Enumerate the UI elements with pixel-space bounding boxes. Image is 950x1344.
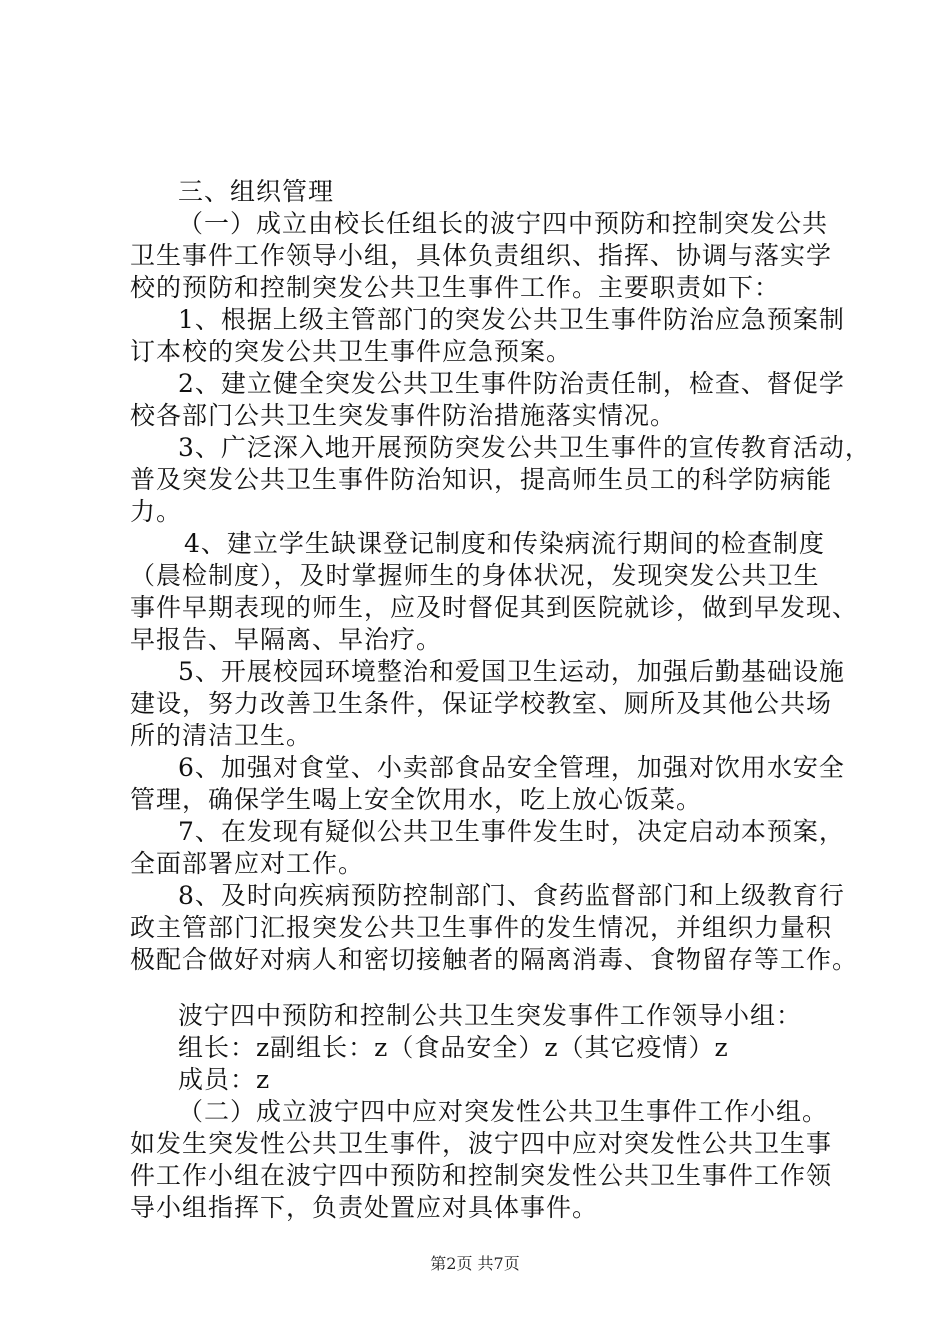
- paragraph-line: 4、建立学生缺课登记制度和传染病流行期间的检查制度: [184, 529, 825, 558]
- paragraph-line: 事件早期表现的师生，应及时督促其到医院就诊，做到早发现、: [130, 593, 859, 622]
- paragraph-line: 普及突发公共卫生事件防治知识，提高师生员工的科学防病能: [130, 465, 833, 494]
- paragraph-line: 5、开展校园环境整治和爱国卫生运动，加强后勤基础设施: [178, 657, 845, 686]
- paragraph-line: 7、在发现有疑似公共卫生事件发生时，决定启动本预案，: [178, 817, 845, 846]
- paragraph-line: 导小组指挥下，负责处置应对具体事件。: [130, 1193, 599, 1222]
- paragraph-line: （晨检制度），及时掌握师生的身体状况，发现突发公共卫生: [130, 561, 820, 590]
- paragraph-line: 组长：z副组长：z（食品安全）z（其它疫情）z: [178, 1033, 729, 1062]
- paragraph-line: 成员：z: [178, 1065, 271, 1094]
- paragraph-line: 政主管部门汇报突发公共卫生事件的发生情况，并组织力量积: [130, 913, 833, 942]
- paragraph-line: （二）成立波宁四中应对突发性公共卫生事件工作小组。: [178, 1097, 829, 1126]
- paragraph-line: 早报告、早隔离、早治疗。: [130, 625, 443, 654]
- paragraph-line: 管理，确保学生喝上安全饮用水，吃上放心饭菜。: [130, 785, 703, 814]
- paragraph-line: 校各部门公共卫生突发事件防治措施落实情况。: [130, 401, 677, 430]
- paragraph-line: 8、及时向疾病预防控制部门、食药监督部门和上级教育行: [178, 881, 845, 910]
- paragraph-line: 力。: [130, 497, 183, 526]
- paragraph-line: 校的预防和控制突发公共卫生事件工作。主要职责如下：: [130, 273, 781, 302]
- paragraph-line: 全面部署应对工作。: [130, 849, 365, 878]
- paragraph-line: 件工作小组在波宁四中预防和控制突发性公共卫生事件工作领: [130, 1161, 833, 1190]
- page-footer: 第2页 共7页: [430, 1254, 520, 1273]
- paragraph-line: 建设，努力改善卫生条件，保证学校教室、厕所及其他公共场: [130, 689, 833, 718]
- paragraph-line: （一）成立由校长任组长的波宁四中预防和控制突发公共: [178, 209, 829, 238]
- paragraph-line: 如发生突发性公共卫生事件，波宁四中应对突发性公共卫生事: [130, 1129, 833, 1158]
- paragraph-line: 订本校的突发公共卫生事件应急预案。: [130, 337, 573, 366]
- paragraph-line: 1、根据上级主管部门的突发公共卫生事件防治应急预案制: [178, 305, 845, 334]
- section-heading: 三、组织管理: [178, 177, 335, 206]
- paragraph-line: 所的清洁卫生。: [130, 721, 313, 750]
- paragraph-line: 卫生事件工作领导小组，具体负责组织、指挥、协调与落实学: [130, 241, 833, 270]
- paragraph-line: 2、建立健全突发公共卫生事件防治责任制，检查、督促学: [178, 369, 845, 398]
- paragraph-line: 极配合做好对病人和密切接触者的隔离消毒、食物留存等工作。: [130, 945, 859, 974]
- paragraph-line: 3、广泛深入地开展预防突发公共卫生事件的宣传教育活动，: [178, 433, 871, 462]
- paragraph-line: 波宁四中预防和控制公共卫生突发事件工作领导小组：: [178, 1001, 803, 1030]
- paragraph-line: 6、加强对食堂、小卖部食品安全管理，加强对饮用水安全: [178, 753, 845, 782]
